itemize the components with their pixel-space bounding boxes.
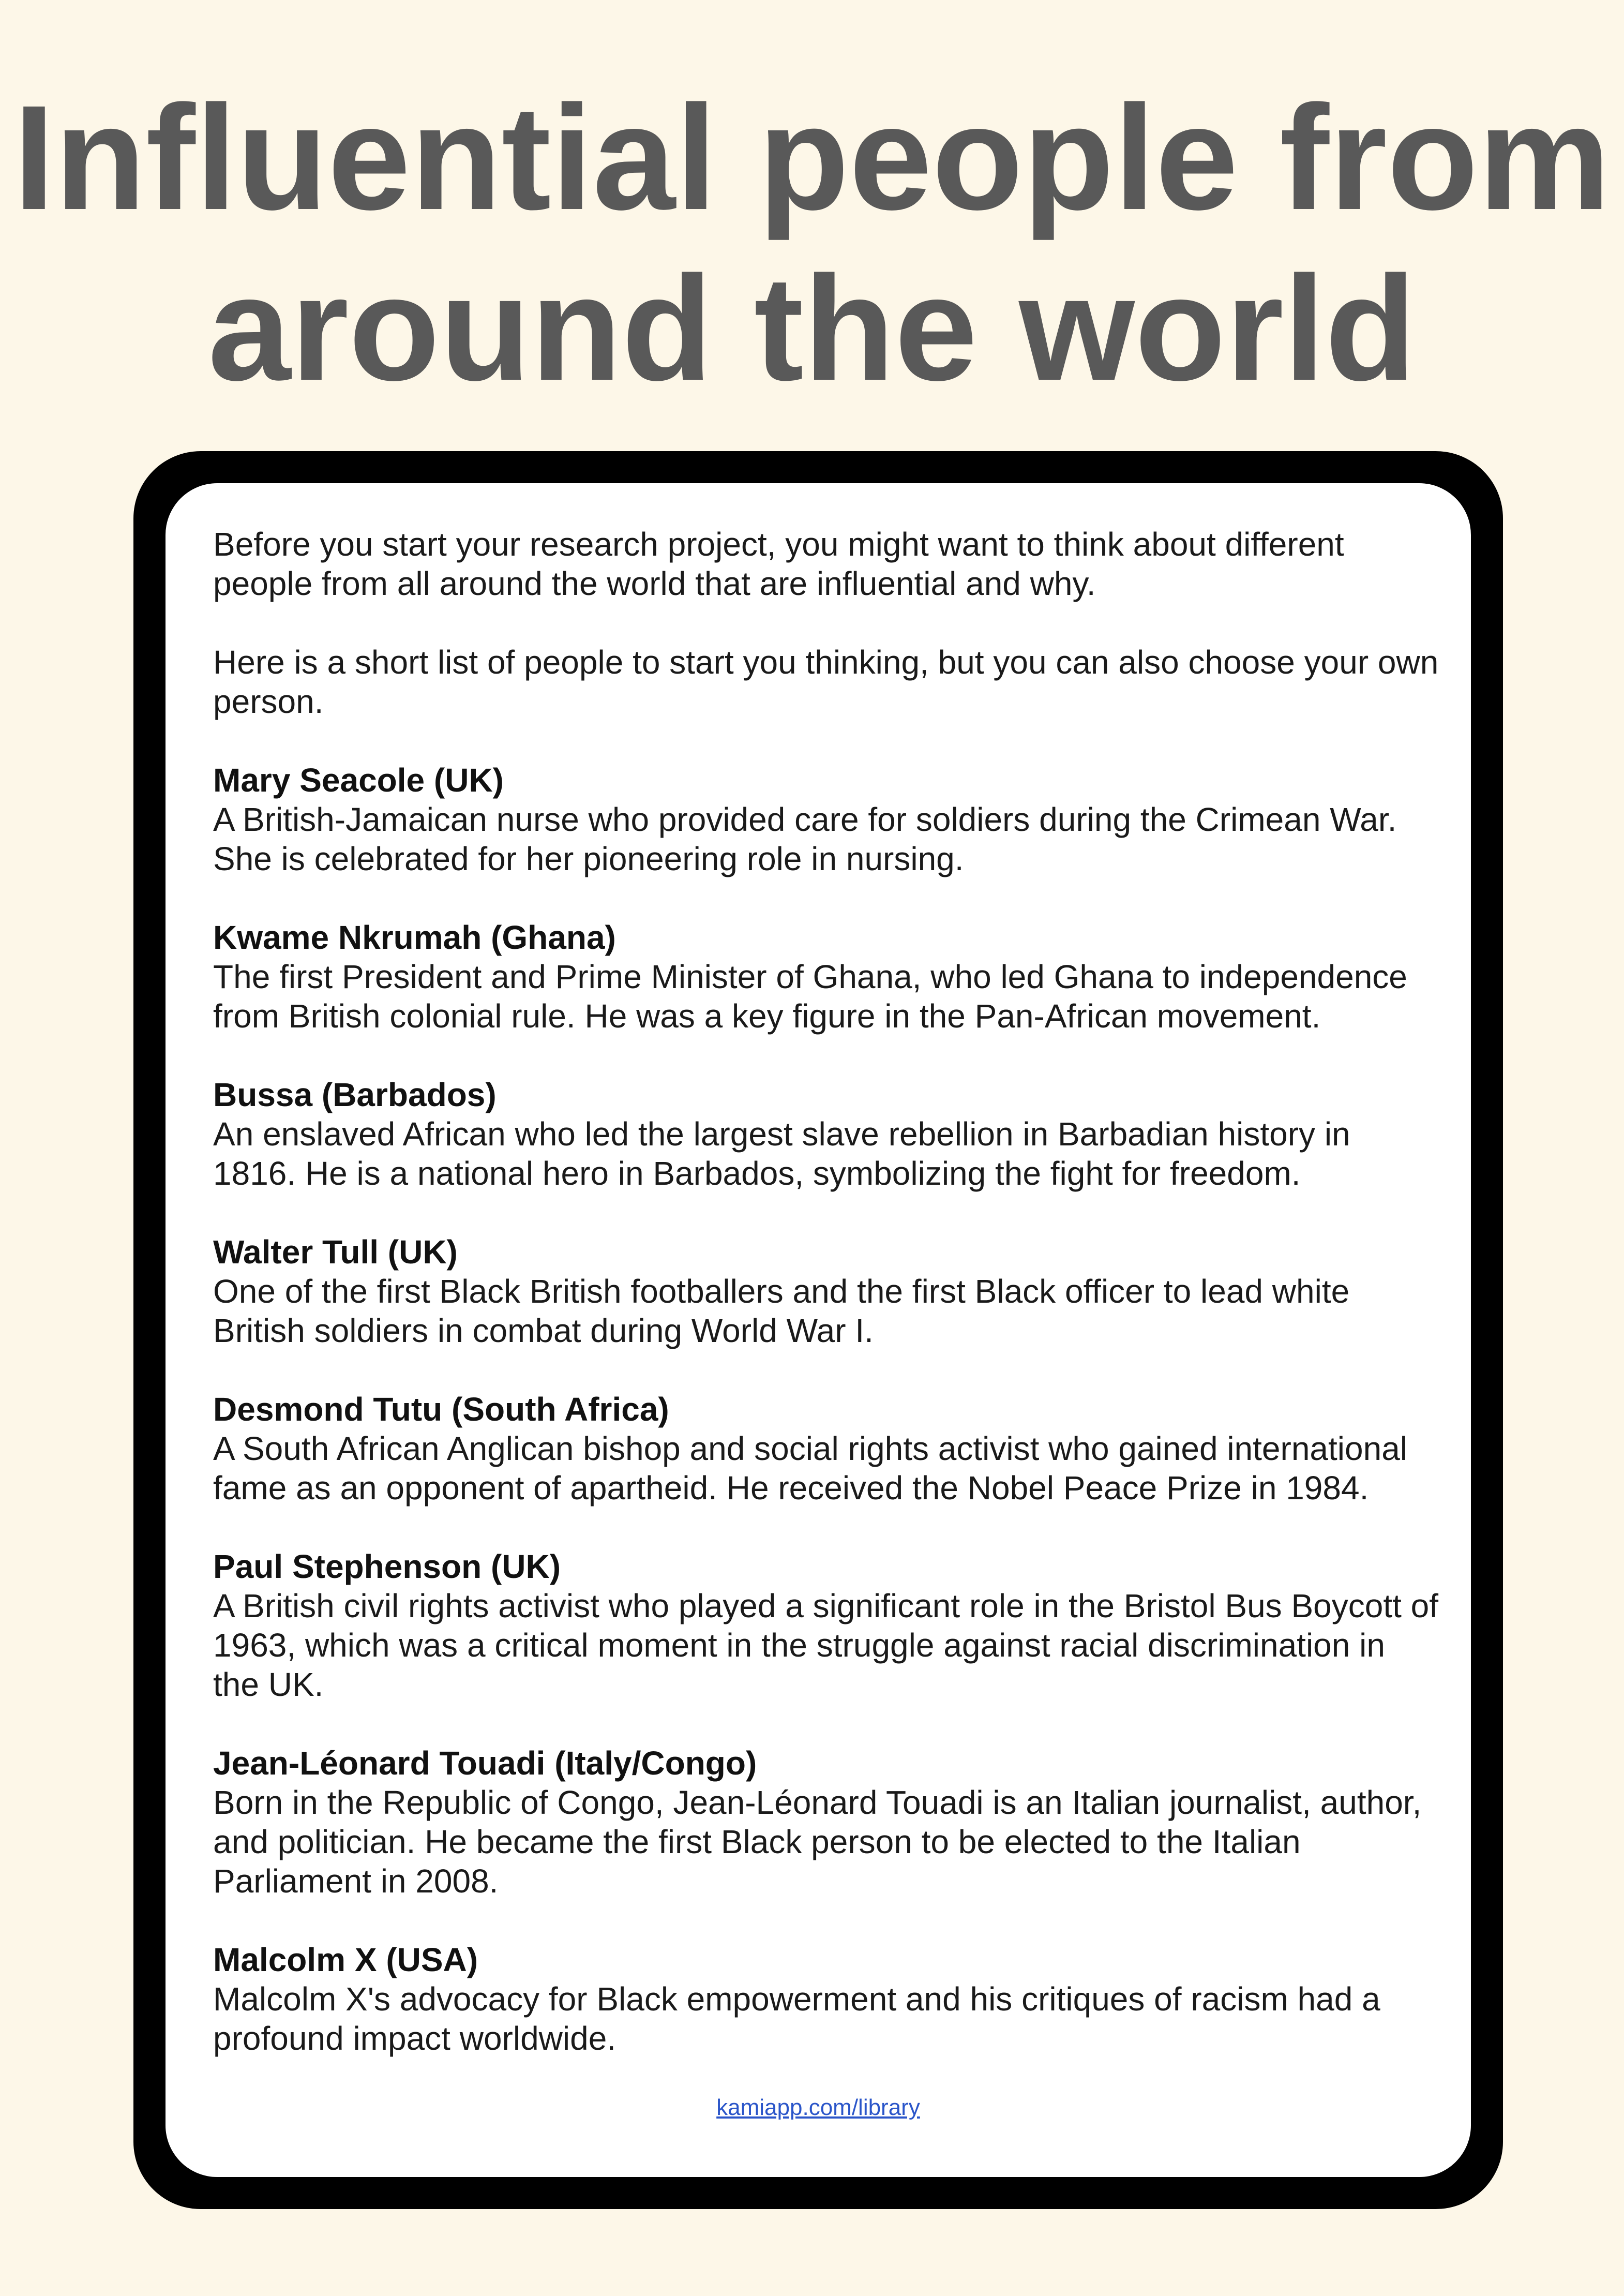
person-description: Born in the Republic of Congo, Jean-Léonard Touadi is an Italian journalist, author, and politician. He became the first Black person to be elected to the Italian Parliament in 2008. (213, 1784, 1422, 1900)
person-name: Mary Seacole (UK) (213, 762, 504, 799)
content-area (213, 525, 1439, 2097)
person-entry (213, 918, 1439, 1036)
person-name: Paul Stephenson (UK) (213, 1548, 561, 1585)
person-name: Walter Tull (UK) (213, 1233, 458, 1271)
person-name: Jean-Léonard Touadi (Italy/Congo) (213, 1745, 757, 1782)
person-name: Kwame Nkrumah (Ghana) (213, 919, 616, 956)
person-entry (213, 761, 1439, 878)
person-description: A British civil rights activist who played a significant role in the Bristol Bus Boycott of 1963, which was a critical moment in the struggle against racial discrimination in the UK. (213, 1587, 1439, 1703)
person-description: A British-Jamaican nurse who provided care for soldiers during the Crimean War. She is celebrated for her pioneering role in nursing. (213, 801, 1397, 877)
intro-paragraph: Before you start your research project, you might want to think about different people from all around the world that are influential and why. (213, 526, 1344, 602)
person-entry (213, 1232, 1439, 1350)
person-description: The first President and Prime Minister of Ghana, who led Ghana to independence from British colonial rule. He was a key figure in the Pan-African movement. (213, 958, 1407, 1035)
person-description: Malcolm X's advocacy for Black empowerment and his critiques of racism had a profound impact worldwide. (213, 1980, 1380, 2057)
person-entry (213, 1743, 1439, 1901)
person-name: Malcolm X (USA) (213, 1941, 478, 1978)
person-description: A South African Anglican bishop and social rights activist who gained international fame as an opponent of apartheid. He received the Nobel Peace Prize in 1984. (213, 1430, 1407, 1507)
person-description: One of the first Black British footballers and the first Black officer to lead white British soldiers in combat during World War I. (213, 1273, 1350, 1349)
person-entry (213, 1940, 1439, 2058)
person-entry (213, 1075, 1439, 1193)
person-description: An enslaved African who led the largest slave rebellion in Barbadian history in 1816. He is a national hero in Barbados, symbolizing the fight for freedom. (213, 1115, 1350, 1192)
tablet-screen (166, 483, 1471, 2177)
person-entry (213, 1547, 1439, 1704)
kamiapp-library-link[interactable]: kamiapp.com/library (716, 2095, 920, 2120)
person-name: Desmond Tutu (South Africa) (213, 1391, 669, 1428)
tablet-frame (133, 451, 1503, 2209)
intro-paragraph: Here is a short list of people to start you thinking, but you can also choose your own person. (213, 644, 1439, 720)
person-name: Bussa (Barbados) (213, 1076, 497, 1113)
page-title: Influential people from around the world (13, 74, 1611, 412)
person-entry (213, 1390, 1439, 1508)
